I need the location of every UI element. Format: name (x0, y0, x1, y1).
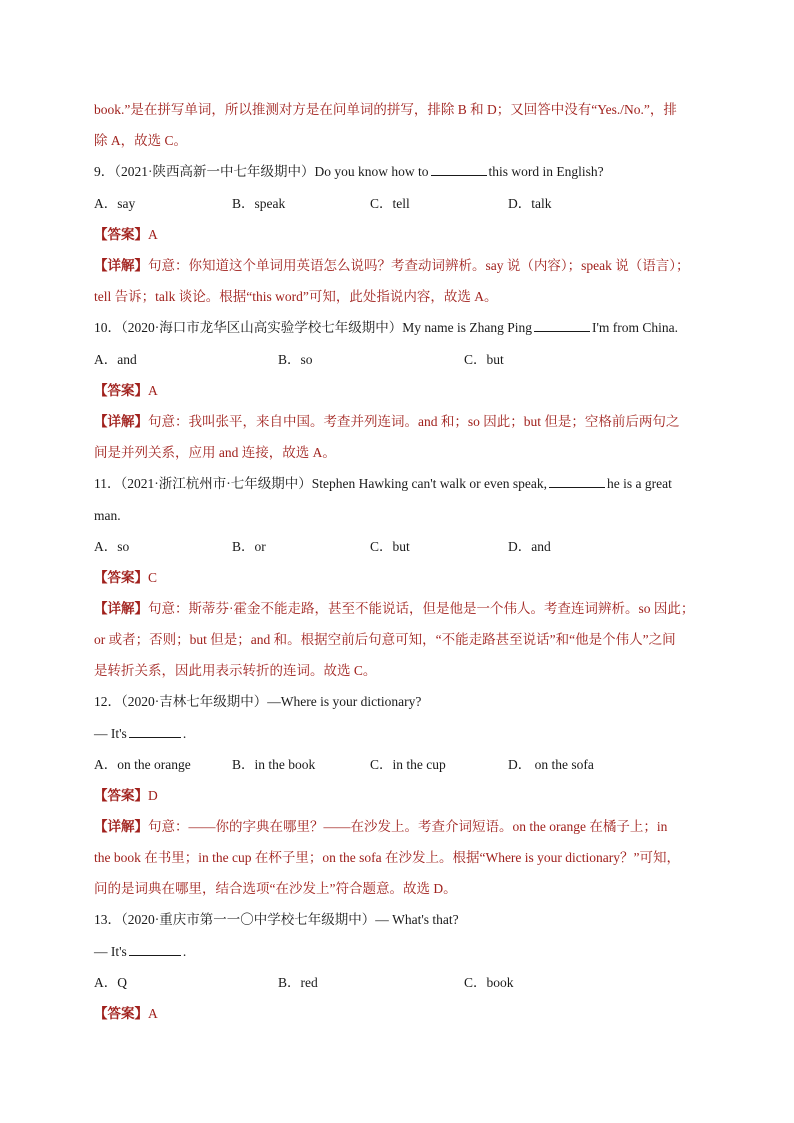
question-11-detail-3: 是转折关系，因此用表示转折的连词。故选 C。 (94, 663, 377, 678)
answer-blank (129, 725, 181, 738)
question-9-detail-2: tell 告诉；talk 谈论。根据“this word”可知，此处指说内容，故选 A。 (94, 289, 498, 304)
option-b: B．red (278, 975, 318, 990)
question-12-detail-2: the book 在书里；in the cup 在杯子里；on the sofa 在沙发上。根据“Where is your dictionary？”可知， (94, 850, 681, 865)
option-d: D．and (508, 539, 551, 554)
question-11-detail-1: 【详解】句意：斯蒂芬·霍金不能走路，甚至不能说话，但是他是一个伟人。考查连词辨析。so 因此； (94, 601, 695, 616)
option-a: A．so (94, 539, 130, 554)
carryover-line-2: 除 A，故选 C。 (94, 133, 188, 148)
option-b: B．so (278, 352, 313, 367)
question-10-detail-1: 【详解】句意：我叫张平，来自中国。考查并列连词。and 和；so 因此；but 但是；空格前后两句之 (94, 414, 680, 429)
option-b: B．speak (232, 196, 286, 211)
question-11-answer: 【答案】C (94, 570, 158, 585)
question-12-answer: 【答案】D (94, 788, 158, 803)
question-10-answer: 【答案】A (94, 383, 158, 398)
option-b: B．in the book (232, 757, 316, 772)
question-11-detail-2: or 或者；否则；but 但是；and 和。根据空前后句意可知，“不能走路甚至说话”和“他是个伟人”之间 (94, 632, 676, 647)
question-10-detail-2: 间是并列关系，应用 and 连接，故选 A。 (94, 445, 336, 460)
question-13-stem: 13．（2020·重庆市第一一〇中学校七年级期中）— What's that? (94, 912, 459, 927)
answer-blank (534, 319, 590, 332)
option-c: C．book (464, 975, 514, 990)
option-a: A．on the orange (94, 757, 191, 772)
question-9-detail-1: 【详解】句意：你知道这个单词用英语怎么说吗？考查动词辨析。say 说（内容）；speak 说（语言）； (94, 258, 690, 273)
option-c: C．but (370, 539, 410, 554)
answer-blank (549, 475, 605, 488)
question-10-stem: 10．（2020·海口市龙华区山高实验学校七年级期中）My name is Zhang Ping I'm from China. (94, 320, 679, 335)
option-d: D． on the sofa (508, 757, 594, 772)
question-13-stem-2: — It's . (94, 944, 187, 959)
question-12-detail-1: 【详解】句意：——你的字典在哪里？——在沙发上。考查介词短语。on the orange 在橘子上；in (94, 819, 668, 834)
question-9-stem: 9．（2021·陕西高新一中七年级期中）Do you know how to this word in English? (94, 164, 604, 179)
question-11-stem: 11．（2021·浙江杭州市·七年级期中）Stephen Hawking can't walk or even speak, he is a great (94, 476, 672, 491)
option-b: B．or (232, 539, 266, 554)
question-12-stem-2: — It's . (94, 726, 187, 741)
option-a: A．Q (94, 975, 127, 990)
carryover-line-1: book.”是在拼写单词，所以推测对方是在问单词的拼写，排除 B 和 D；又回答中没有“Yes./No.”，排 (94, 102, 677, 117)
answer-blank (431, 163, 487, 176)
option-d: D．talk (508, 196, 552, 211)
question-12-stem: 12．（2020·吉林七年级期中）—Where is your dictionary? (94, 694, 422, 709)
option-a: A．and (94, 352, 137, 367)
question-11-stem-2: man. (94, 508, 121, 523)
answer-blank (129, 943, 181, 956)
option-c: C．in the cup (370, 757, 446, 772)
option-a: A．say (94, 196, 136, 211)
question-12-detail-3: 问的是词典在哪里，结合选项“在沙发上”符合题意。故选 D。 (94, 881, 457, 896)
option-c: C．tell (370, 196, 410, 211)
option-c: C．but (464, 352, 504, 367)
question-13-answer: 【答案】A (94, 1006, 158, 1021)
question-9-answer: 【答案】A (94, 227, 158, 242)
